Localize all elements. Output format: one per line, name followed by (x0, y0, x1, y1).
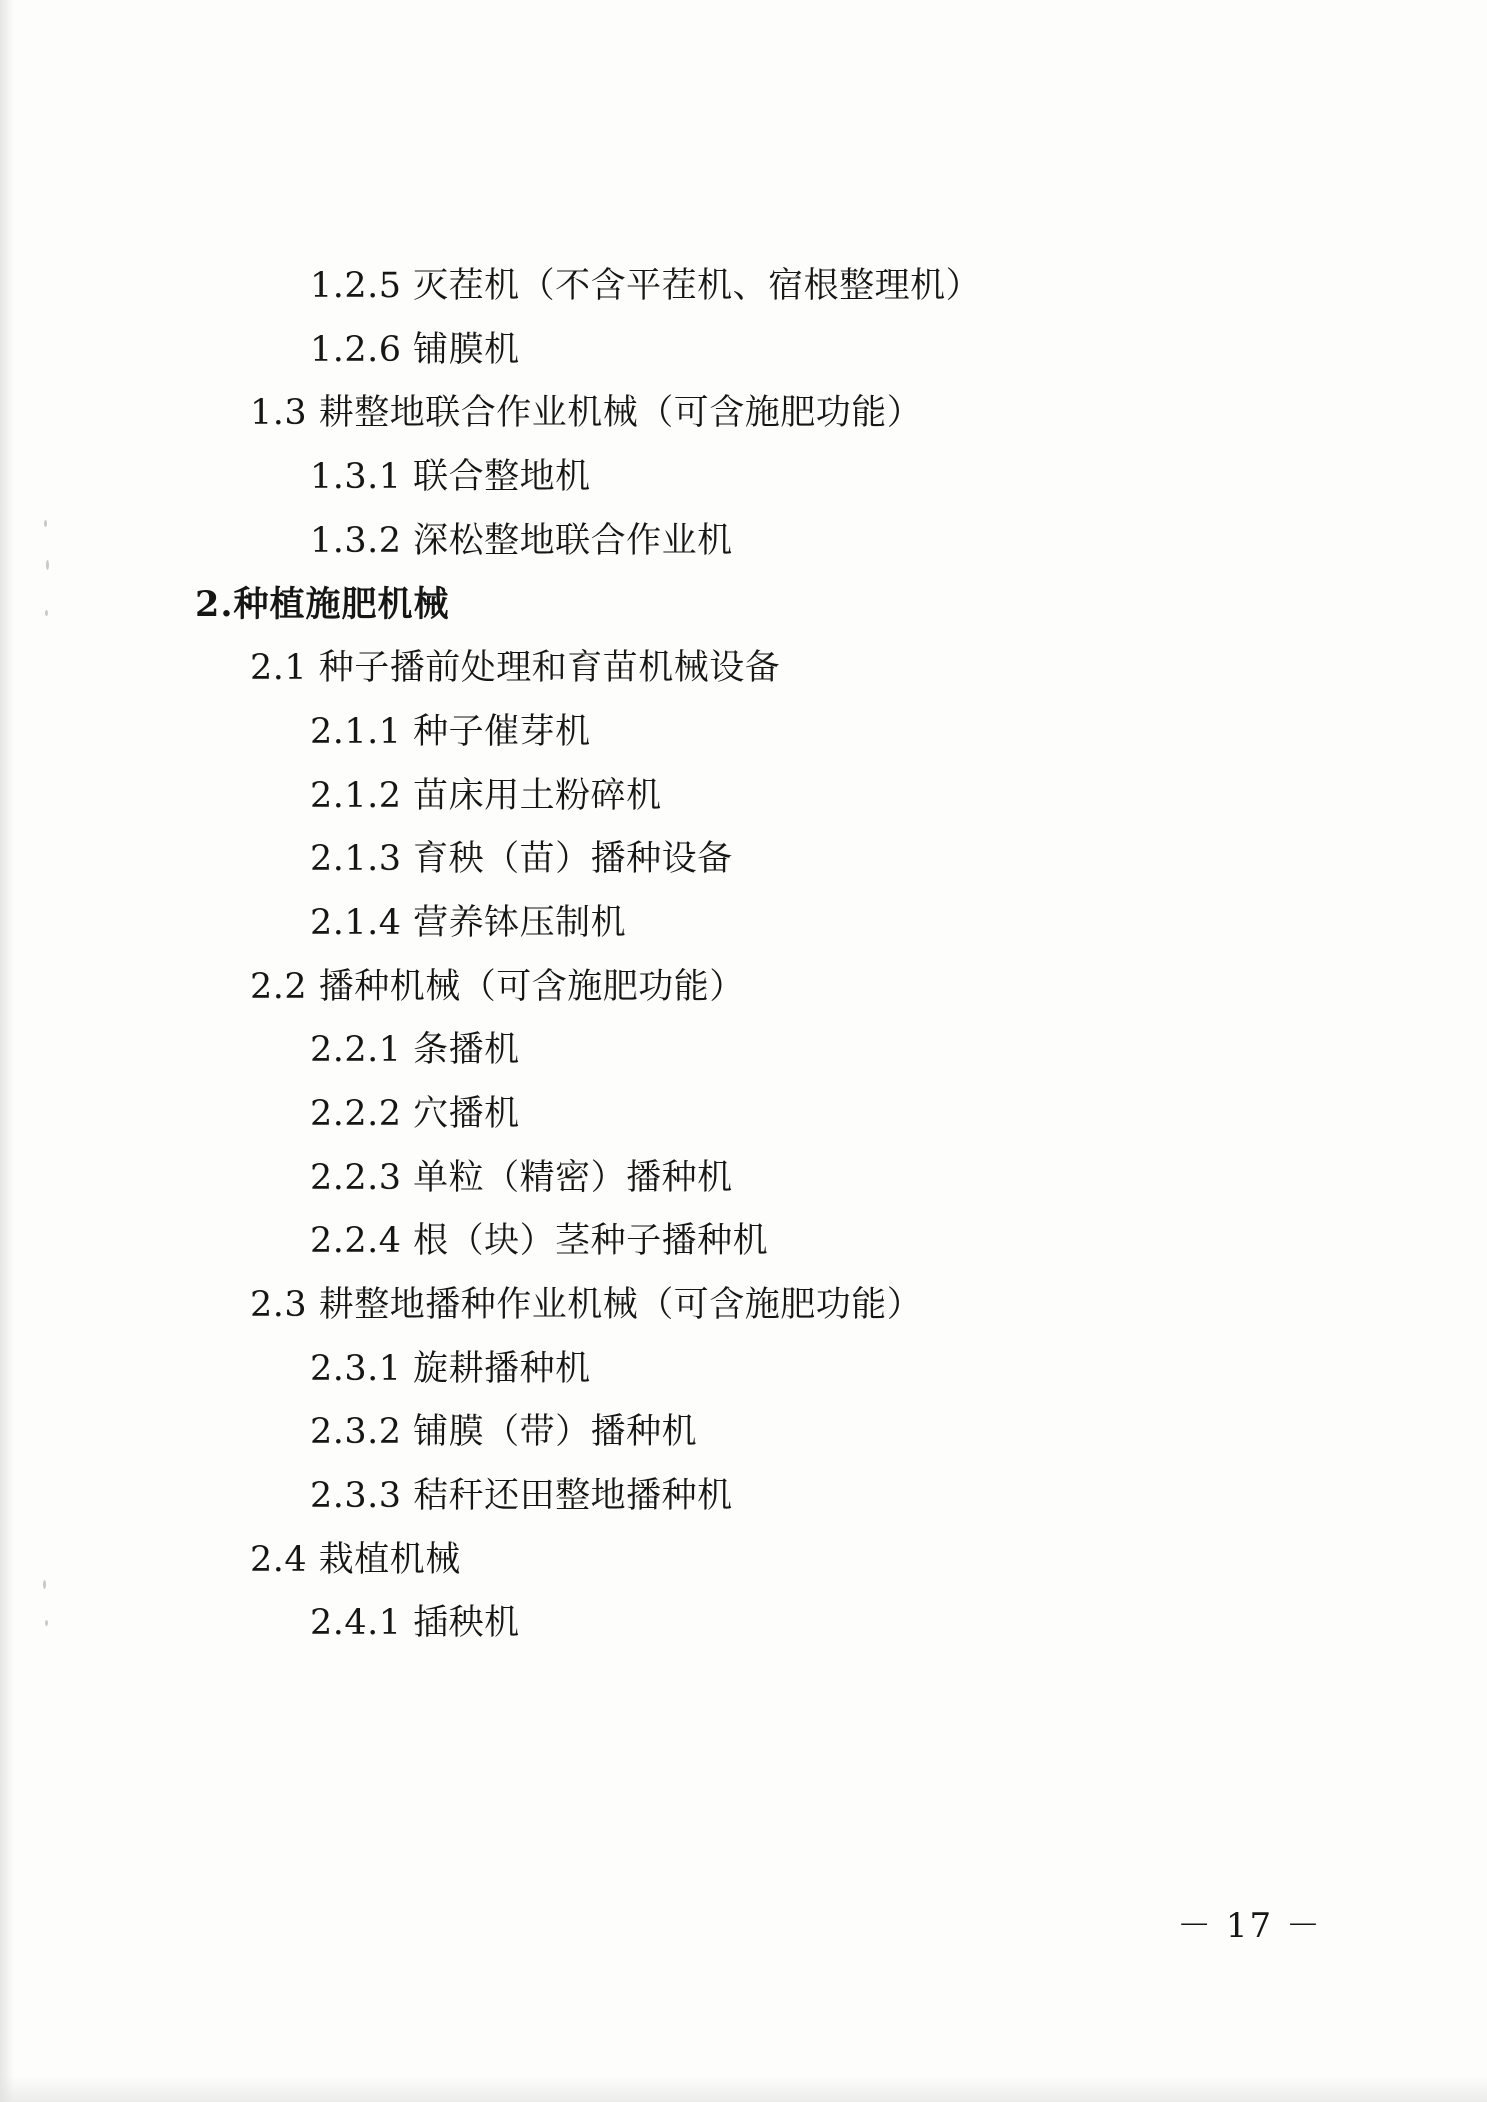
list-item: 1.3.1 联合整地机 (310, 457, 591, 498)
list-item: 2.1.1 种子催芽机 (310, 711, 591, 752)
page-number: － 17 － (1177, 1906, 1322, 1946)
list-item: 2.2 播种机械（可含施肥功能） (250, 966, 745, 1007)
list-item: 2.4.1 插秧机 (310, 1603, 520, 1644)
list-item: 2.3.1 旋耕播种机 (310, 1348, 591, 1389)
list-item: 2.1.4 营养钵压制机 (310, 902, 627, 943)
list-item: 2.4 栽植机械 (250, 1539, 461, 1580)
list-item: 2.2.2 穴播机 (310, 1093, 520, 1134)
list-item: 1.2.6 铺膜机 (310, 329, 520, 370)
list-item: 2.1.3 育秧（苗）播种设备 (310, 839, 733, 880)
scan-speck (43, 1580, 46, 1589)
section-heading: 2.种植施肥机械 (195, 584, 450, 626)
scan-speck (44, 520, 47, 527)
scan-speck (45, 1620, 48, 1626)
list-item: 1.3 耕整地联合作业机械（可含施肥功能） (250, 393, 923, 434)
document-body (195, 255, 1295, 1656)
scan-edge-artifact (0, 0, 14, 2102)
list-item: 2.3.2 铺膜（带）播种机 (310, 1412, 698, 1453)
list-item: 2.3 耕整地播种作业机械（可含施肥功能） (250, 1285, 923, 1325)
list-item: 2.3.3 秸秆还田整地播种机 (310, 1476, 733, 1517)
list-item: 2.1.2 苗床用土粉碎机 (310, 775, 662, 816)
list-item: 2.2.3 单粒（精密）播种机 (310, 1157, 733, 1198)
list-item: 2.1 种子播前处理和育苗机械设备 (250, 648, 781, 689)
scan-speck (45, 610, 48, 616)
scan-bottom-artifact (0, 2076, 1487, 2102)
list-item: 1.2.5 灭茬机（不含平茬机、宿根整理机） (310, 266, 982, 306)
list-item: 1.3.2 深松整地联合作业机 (310, 520, 733, 561)
list-item: 2.2.1 条播机 (310, 1030, 520, 1071)
list-item: 2.2.4 根（块）茎种子播种机 (310, 1221, 769, 1262)
scan-speck (46, 560, 49, 570)
